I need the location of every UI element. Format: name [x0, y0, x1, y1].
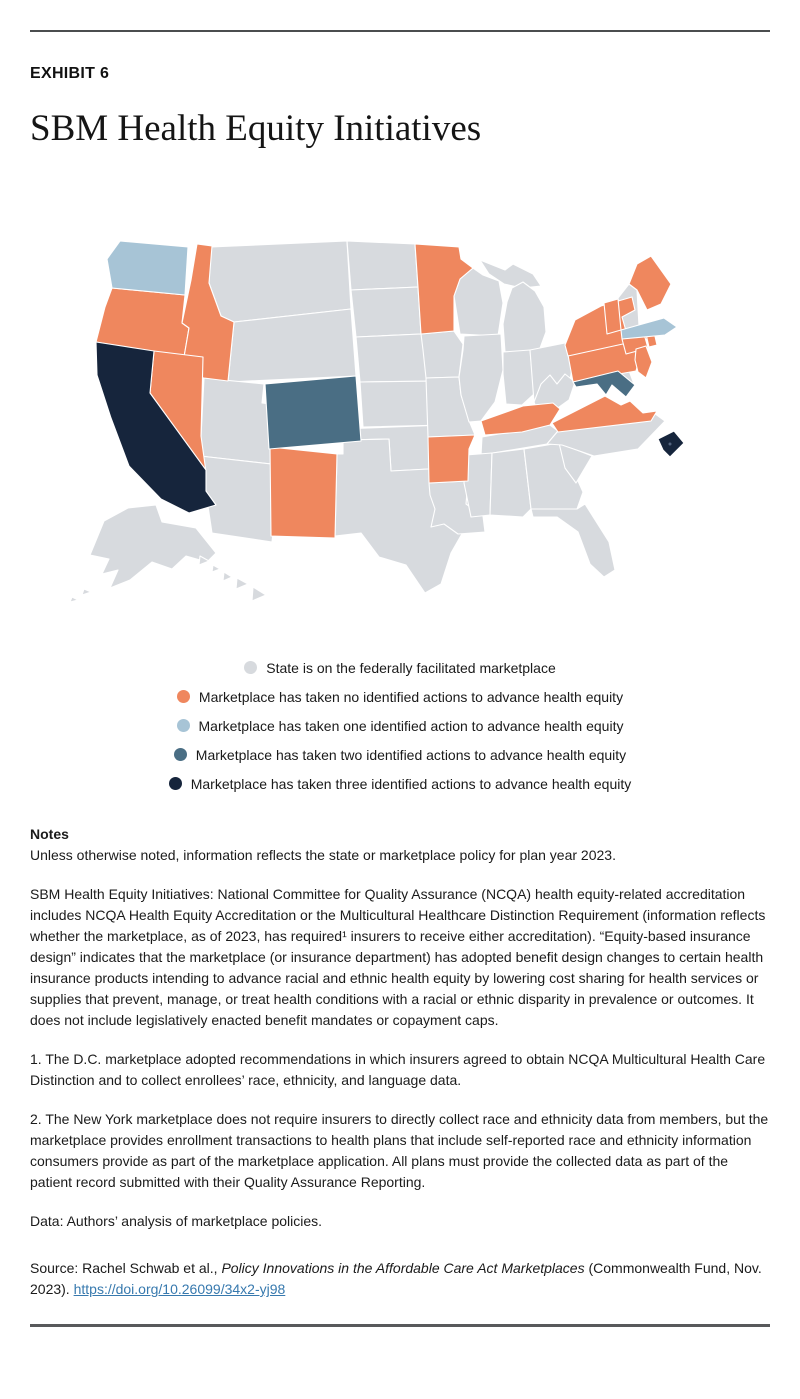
state-VT — [604, 299, 621, 334]
source-line — [30, 1258, 770, 1300]
state-MT — [209, 241, 351, 322]
top-divider — [30, 30, 770, 32]
notes-footnote-2: 2. The New York marketplace does not require insurers to directly collect race and ethnicity data from members, but the marketplace provides enrollment transactions to health plans that include self-reported race and ethnicity information consumers provide as part of the marketplace application. All plans must provide the collected data as part of the patient record submitted with their Quality Assurance Reporting. — [30, 1111, 769, 1190]
legend-item-two-actions — [174, 740, 626, 769]
exhibit-label: EXHIBIT 6 — [30, 65, 110, 82]
notes-sbm-paragraph: SBM Health Equity Initiatives: National Committee for Quality Assurance (NCQA) health equity-related accreditation includes NCQA Health Equity Accreditation or the Multicultural Healthcare Distinction Requirement (information reflects whether the marketplace, as of 2023, has required¹ insurers to receive either accreditation). “Equity-based insurance design” indicates that the marketplace (or insurance department) has adopted benefit design changes to certain health insurance products intending to advance racial and ethnic health equity by lowering cost sharing for health services or supplies that prevent, manage, or treat health conditions with a racial or ethnic disparity in prevalence or outcomes. It does not include legislatively enacted benefit mandates or copayment caps. — [30, 886, 766, 1028]
state-SD — [351, 287, 421, 337]
state-IN — [503, 350, 534, 405]
state-HI — [212, 565, 220, 572]
state-IA — [421, 331, 463, 378]
report-page — [0, 30, 800, 1327]
notes-section — [30, 824, 770, 1232]
state-HI — [252, 587, 266, 601]
legend-label: Marketplace has taken three identified actions to advance health equity — [190, 775, 632, 792]
state-MI-lower — [503, 282, 546, 352]
state-CO — [265, 376, 361, 449]
legend-dot-navy — [169, 777, 182, 790]
source-suffix: (Commonwealth Fund, Nov. 2023). — [30, 1260, 762, 1297]
legend-dot-gray — [244, 661, 257, 674]
state-NJ — [635, 346, 652, 378]
state-FL — [531, 504, 615, 577]
page-title: SBM Health Equity Initiatives — [30, 108, 482, 149]
state-IL — [459, 334, 503, 422]
state-NM — [270, 447, 337, 538]
state-HI — [223, 572, 232, 581]
source-prefix: Source: Rachel Schwab et al., — [30, 1260, 222, 1276]
us-map — [60, 225, 740, 645]
state-AR — [428, 435, 475, 483]
source-work-title: Policy Innovations in the Affordable Care Act Marketplaces — [221, 1260, 585, 1276]
legend-dot-slate — [174, 748, 187, 761]
legend-label: Marketplace has taken no identified actions to advance health equity — [198, 688, 624, 705]
bottom-divider — [30, 1324, 770, 1327]
notes-heading: Notes — [30, 826, 69, 842]
legend-label: Marketplace has taken two identified actions to advance health equity — [195, 746, 627, 763]
map-legend — [60, 653, 740, 798]
legend-label: Marketplace has taken one identified action to advance health equity — [198, 717, 624, 734]
legend-dot-lightblue — [177, 719, 190, 732]
us-choropleth-figure — [60, 225, 740, 645]
state-ND — [347, 241, 418, 290]
legend-item-no-actions — [177, 682, 623, 711]
notes-data-line: Data: Authors’ analysis of marketplace policies. — [30, 1213, 323, 1229]
state-HI — [236, 578, 248, 589]
state-AK-island — [70, 597, 78, 602]
legend-label: State is on the federally facilitated marketplace — [266, 659, 556, 676]
state-WA — [107, 241, 188, 295]
dc-center-dot — [669, 443, 672, 446]
state-AK — [90, 505, 216, 588]
notes-intro: Unless otherwise noted, information reflects the state or marketplace policy for plan year 2023. — [30, 847, 616, 863]
legend-item-one-action — [177, 711, 624, 740]
legend-dot-orange — [177, 690, 190, 703]
source-doi-link[interactable]: https://doi.org/10.26099/34x2-yj98 — [73, 1281, 286, 1297]
legend-item-ffm — [244, 653, 556, 682]
state-AK-island — [82, 589, 91, 595]
notes-footnote-1: 1. The D.C. marketplace adopted recommendations in which insurers agreed to obtain NCQA Multicultural Health Care Distinction and to collect enrollees’ race, ethnicity, and language data. — [30, 1051, 766, 1088]
legend-item-three-actions — [169, 769, 632, 798]
